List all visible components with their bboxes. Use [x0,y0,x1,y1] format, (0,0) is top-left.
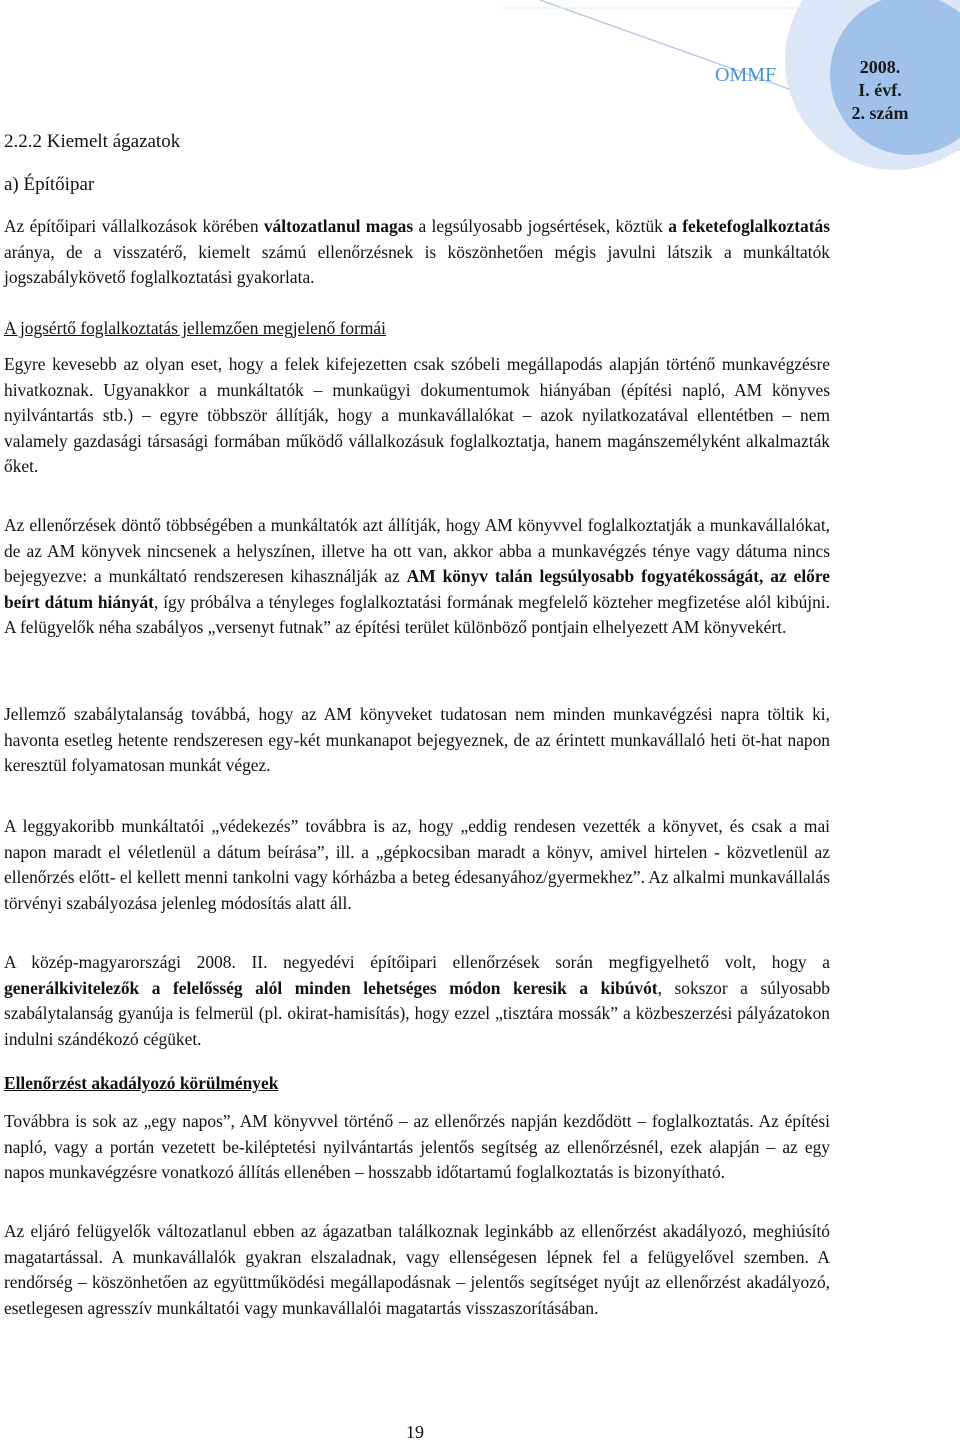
page-number: 19 [406,1422,424,1442]
text-span: , sokszor a súlyosabb szabálytalanság gyanúja is felmerül (pl. okirat-hamisítás), hogy ezzel „tisztára mossák” a közbeszerzési pályázatokon indulni szándékozó cégüket. [4,977,831,1049]
issue-number: 2. szám [851,103,909,123]
text-span: Az ellenőrzések döntő többségében a munkáltatók azt állítják, hogy AM könyvvel foglalkoztatják a munkavállalókat, de az AM könyvek nincsenek a helyszínen, illetve ha ott van, akkor abba a munkavégzés ténye vagy dátuma nincs bejegyezve: a munkáltató rendszeresen kihasználják az [4,515,830,586]
text-span: , így próbálva a tényleges foglalkoztatási formának megfelelő közteher megfizetése alól kibújni. A felügyelők néha szabályos „versenyt futnak” az építési terület különböző pontjain elhelyezett AM könyvekért. [4,591,830,637]
bold-span: változatlanul magas [263,216,414,236]
paragraph-inspectors: Az eljáró felügyelők változatlanul ebben az ágazatban találkoznak leginkább az ellenőrzést akadályozó, meghiúsító magatartással. A munkavállalók gyakran elszaladnak, vagy ellenségesen lépnek fel a felügyelővel szemben. A rendőrség – köszönhetően az együttműködési megállapodásnak – jelentős segítséget nyújt az ellenőrzést akadályozó, esetlegesen agresszív munkáltatói vagy munkavállalói magatartás visszaszorításában. [4,1221,830,1318]
heading-obstacles: Ellenőrzést akadályozó körülmények [4,1073,279,1093]
text-span: A közép-magyarországi 2008. II. negyedévi építőipari ellenőrzések során megfigyelhető volt, hogy a [4,952,830,972]
paragraph-irregularity: Jellemző szabálytalanság továbbá, hogy az AM könyveket tudatosan nem minden munkavégzési napra töltik ki, havonta esetleg hetente rendszeresen egy-két munkanapot bejegyeznek, de az érintett munkavállaló heti öt-hat napon keresztül folyamatosan munkát végez. [4,704,830,775]
heading-forms: A jogsértő foglalkoztatás jellemzően megjelenő formái [4,318,386,338]
paragraph-am-books [4,513,830,641]
org-label: OMMF [715,64,777,86]
text-span: Az építőipari vállalkozások körében [4,216,264,236]
issue-volume: I. évf. [858,80,902,100]
issue-label [820,56,940,125]
paragraph-one-day: Továbbra is sok az „egy napos”, AM könyvvel történő – az ellenőrzés napján kezdődött – foglalkoztatás. Az építési napló, vagy a portán vezetett be-kiléptetési nyilvántartás jelentős segítség az ellenőrzésnél, ezek alapján – az egy napos munkavégzésre vonatkozó állítás ellenében – hosszabb időtartamú foglalkoztatás is bizonyítható. [4,1111,830,1182]
bold-span: generálkivitelezők a felelősség alól minden lehetséges módon keresik a kibúvót [4,977,658,998]
paragraph-forms: Egyre kevesebb az olyan eset, hogy a felek kifejezetten csak szóbeli megállapodás alapján történő munkavégzésre hivatkoznak. Ugyanakkor a munkáltatók – munkaügyi dokumentumok hiányában (építési napló, AM könyves nyilvántartás stb.) – egyre többször állítják, hogy a munkavállalókat – azok nyilatkozatával ellentétben – nem valamely gazdasági társasági formában működő vállalkozásuk foglalkoztatja, hanem magánszemélyként alkalmazták őket. [4,354,830,476]
bold-span: a feketefoglalkoztatás [668,216,830,236]
issue-year: 2008. [859,57,901,77]
subsection-title: a) Építőipar [4,174,95,195]
text-span: a legsúlyosabb jogsértések, köztük [413,216,669,236]
paragraph-contractors [4,950,830,1052]
paragraph-intro [4,214,830,291]
paragraph-defense: A leggyakoribb munkáltatói „védekezés” továbbra is az, hogy „eddig rendesen vezették a könyvet, és csak a mai napon maradt el véletlenül a dátum beírása”, ill. a „gépkocsiban maradt a könyv, amivel hirtelen - közvetlenül az ellenőrzés előtt- el kellett menni tankolni vagy kórházba a beteg édesanyához/gyermekhez”. Az alkalmi munkavállalás törvényi szabályozása jelenleg módosítás alatt áll. [4,816,830,913]
bold-span: AM könyv talán legsúlyosabb fogyatékosságát, az előre beírt dátum hiányát [4,566,830,612]
section-title: 2.2.2 Kiemelt ágazatok [4,131,181,152]
text-span: aránya, de a visszatérő, kiemelt számú ellenőrzésnek is köszönhetően mégis javulni látszik a munkáltatók jogszabálykövető foglalkoztatási gyakorlata. [4,241,830,287]
